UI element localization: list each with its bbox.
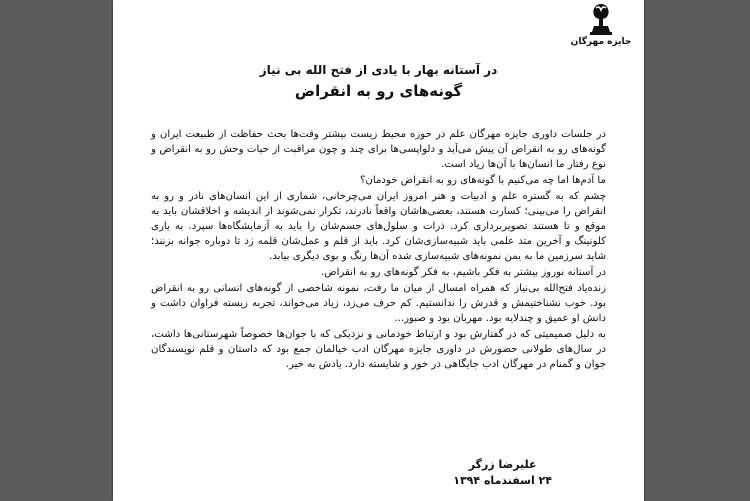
document-date: ۲۴ اسفندماه ۱۳۹۴	[453, 474, 552, 487]
document-title: گونه‌های رو به انقراض	[294, 82, 463, 100]
document-page	[113, 0, 644, 501]
paragraph: چشم که به گستره علم و ادبیات و هنر امروز ایران می‌چرخانی، شماری از این انسان‌های نادر و رو به انقراض را می‌بینی؛ کسارت هستند، بعضی‌هاشان واقعاً نادرند، تکرار نمی‌شوند از اندیشه و اخلاقشان باید به موقع و تا هستند تصویربرداری کرد. ذرات و سلول‌های جسم‌شان را باید به آزمایشگاه‌ها سپرد. به یاری کلونینگ و آخرین متد علمی باید شبیه‌سازی‌شان کرد. باید از قلم و عمل‌شان قلمه زد تا دوباره جوانه بزنند؛ شاید سرزمین ما به یمن نمونه‌های شبیه‌سازی شده آن‌ها رنگ و بوی دیگری بیابد.	[151, 191, 606, 262]
document-subtitle: در آستانه بهار با یادی از فتح الله بی نیاز	[259, 63, 498, 77]
trophy-icon	[586, 2, 616, 36]
paragraph: ما آدم‌ها اما چه می‌کنیم با گونه‌های رو به انقراض خودمان؟	[359, 175, 606, 186]
paragraph: زنده‌یاد فتح‌الله بی‌نیاز که همراه امسال از میان ما رفت، نمونه شاخصی از گونه‌های انسانی رو به انقراض بود. خوب نشناختیمش و قدرش را ندانستیم. کم حرف می‌زد، زیاد می‌خواند، تجربه زیسته فراوان داشت و دانش او عمیق و چندلایه بود. مهربان بود و صبور...	[151, 283, 606, 324]
document-body	[151, 127, 606, 373]
paragraph: در آستانه نوروز بیشتر به فکر باشیم، به فکر گونه‌های رو به انقراض.	[321, 267, 606, 278]
paragraph: به دلیل صمیمیتی که در گفتارش بود و ارتباط خودمانی و نزدیکی که با جوان‌ها خصوصاً شهرستانی‌ها داشت، در سال‌های طولانی حضورش در داوری جایزه مهرگان ادب خیالمان جمع بود که داستان و قلم نویسندگان جوان و گمنام در مهرگان ادب جایگاهی در خور و شایسته دارد. یادش به خیر.	[151, 329, 606, 370]
mehregan-logo	[568, 2, 634, 47]
paragraph: در جلسات داوری جایزه مهرگان علم در حوزه محیط زیست بیشتر وقت‌ها بحث حفاظت از طبیعت ایران و گونه‌های رو به انقراض آن پیش می‌آید و دلواپسی‌ها برای چند و چون مراقبت از حیات وحش رو به انقراض و نوع رفتار ما انسان‌ها با آن‌ها زیاد است.	[151, 129, 606, 170]
signature-block	[453, 457, 552, 489]
logo-caption: جایزه مهرگان	[570, 37, 632, 47]
author-name: علیرضا زرگر	[468, 458, 537, 471]
